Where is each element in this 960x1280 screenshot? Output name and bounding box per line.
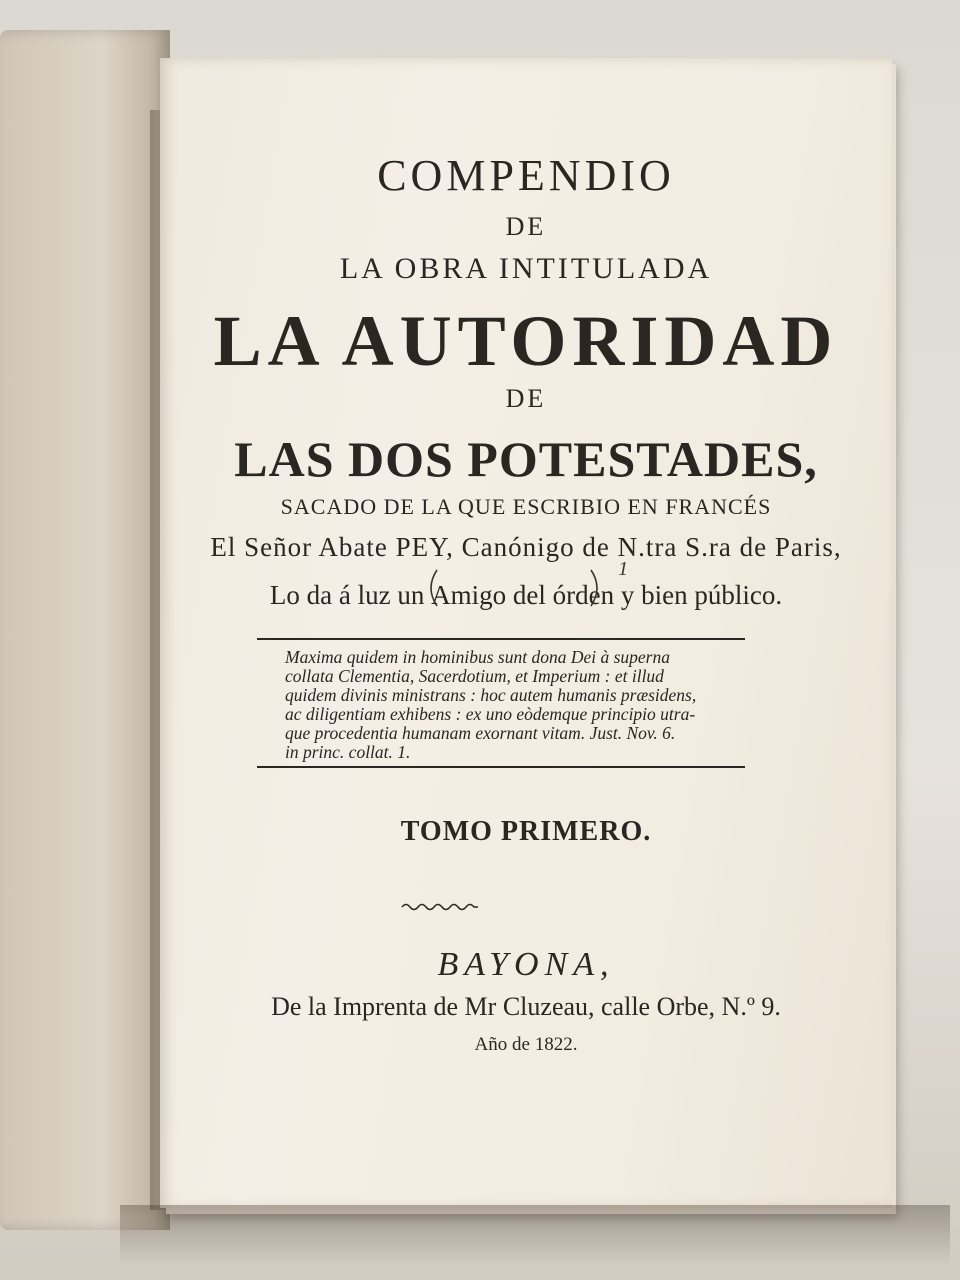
epigraph xyxy=(285,648,745,762)
ornament-rule xyxy=(400,900,480,914)
title-de-2: DE xyxy=(505,384,547,413)
epigraph-line: collata Clementia, Sacerdotium, et Imperium : et illud xyxy=(285,666,664,686)
epigraph-line: quidem divinis ministrans : hoc autem humanis præsidens, xyxy=(285,685,697,705)
amigo-annotated xyxy=(431,558,629,611)
city-bayona: BAYONA, xyxy=(437,946,615,983)
publisher-line xyxy=(160,558,892,611)
title-las-dos-potestades: LAS DOS POTESTADES, xyxy=(234,431,818,487)
author-line: El Señor Abate PEY, Canónigo de N.tra S.ra de Paris, xyxy=(210,532,842,562)
imprint-line: De la Imprenta de Mr Cluzeau, calle Orbe, N.º 9. xyxy=(271,992,781,1021)
year-line: Año de 1822. xyxy=(474,1034,578,1055)
epigraph-rule-top xyxy=(257,638,745,640)
title-obra-intitulada: LA OBRA INTITULADA xyxy=(339,252,713,285)
publisher-post: y bien público. xyxy=(614,580,783,610)
title-compendio: COMPENDIO xyxy=(377,151,675,200)
publisher-pre: Lo da á luz un xyxy=(269,580,432,610)
handwritten-parentheses-mark xyxy=(423,564,623,612)
epigraph-line: ac diligentiam exhibens : ex uno eòdemque principio utra- xyxy=(285,704,696,724)
epigraph-line: in princ. collat. 1. xyxy=(285,742,411,762)
left-page-bleedthrough xyxy=(0,420,160,680)
volume-label: TOMO PRIMERO. xyxy=(400,816,652,847)
epigraph-line: Maxima quidem in hominibus sunt dona Dei à superna xyxy=(285,647,670,667)
title-de-1: DE xyxy=(505,212,547,241)
handwritten-number-1: 1 xyxy=(618,558,629,580)
title-la-autoridad: LA AUTORIDAD xyxy=(213,301,839,381)
epigraph-rule-bottom xyxy=(257,766,745,768)
amigo-text: Amigo del órden xyxy=(431,580,615,610)
table-shadow xyxy=(120,1205,950,1265)
subtitle-sacado: SACADO DE LA QUE ESCRIBIO EN FRANCÉS xyxy=(280,494,772,519)
epigraph-line: que procedentia humanam exornant vitam. Just. Nov. 6. xyxy=(285,723,676,743)
